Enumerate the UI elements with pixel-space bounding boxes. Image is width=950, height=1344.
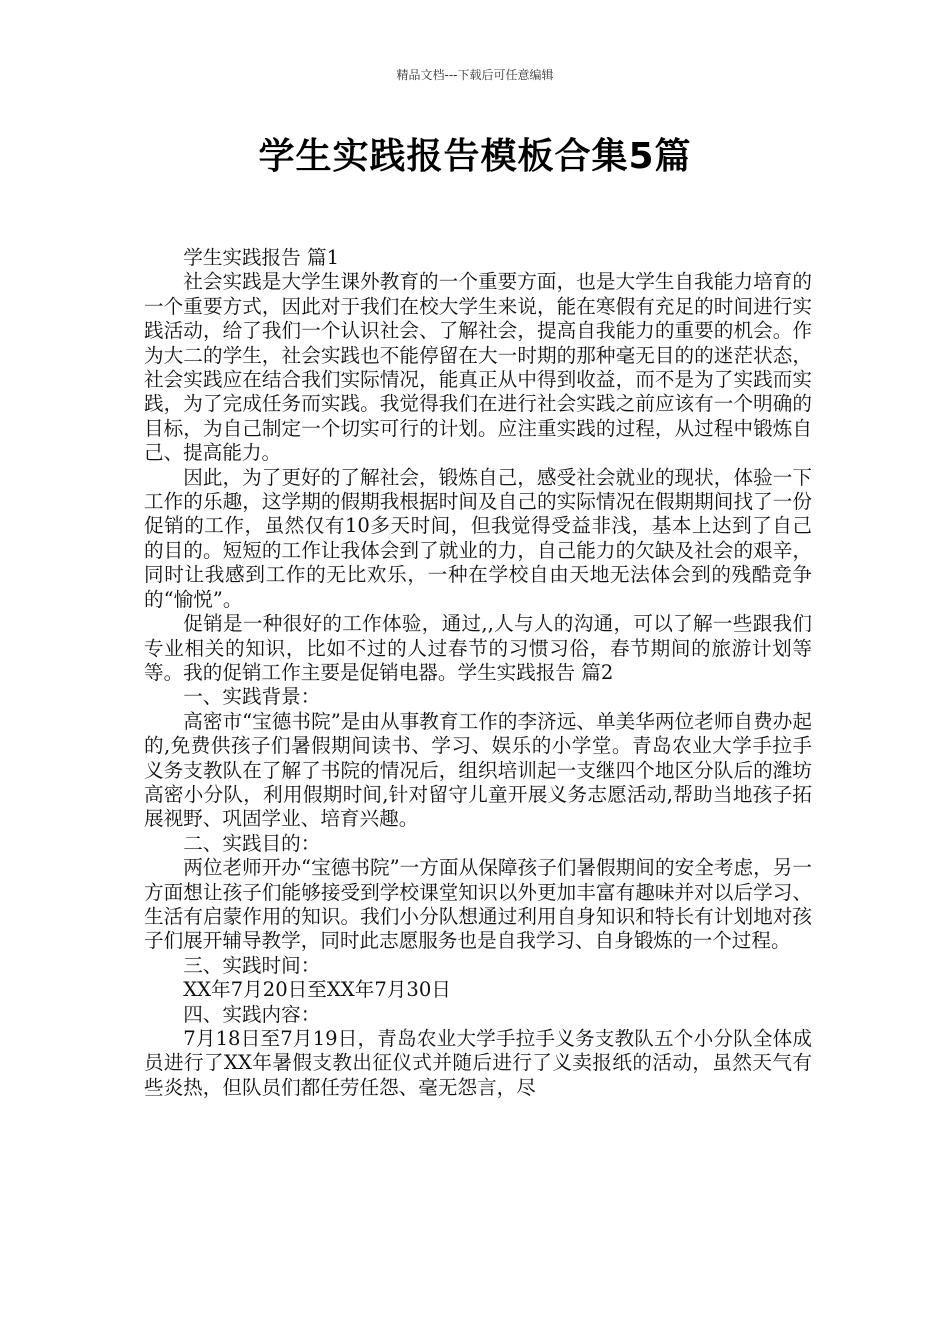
body-paragraph: 促销是一种很好的工作体验，通过,,人与人的沟通，可以了解一些跟我们专业相关的知识，比如不过的人过春节的习惯习俗，春节期间的旅游计划等等。我的促销工作主要是促销电器。学生实践报告 篇2 — [144, 612, 812, 684]
section-heading: 学生实践报告 篇1 — [183, 246, 340, 269]
section-heading: 一、实践背景： — [183, 685, 321, 709]
section-heading: 三、实践时间： — [183, 953, 321, 977]
body-paragraph: XX年7月20日至XX年7月30日 — [183, 978, 451, 1002]
document-title: 学生实践报告模板合集5篇 — [258, 136, 692, 177]
body-paragraph: 7月18日至7月19日，青岛农业大学手拉手义务支教队五个小分队全体成员进行了XX年暑假支教出征仪式并随后进行了义卖报纸的活动，虽然天气有些炎热，但队员们都任劳任怨、毫无怨言，尽 — [144, 1027, 812, 1099]
body-paragraph: 社会实践是大学生课外教育的一个重要方面，也是大学生自我能力培育的一个重要方式，因此对于我们在校大学生来说，能在寒假有充足的时间进行实践活动，给了我们一个认识社会、了解社会，提高自我能力的重要的机会。作为大二的学生，社会实践也不能停留在大一时期的那种毫无目的的迷茫状态，社会实践应在结合我们实际情况，能真正从中得到收益，而不是为了实践而实践，为了完成任务而实践。我觉得我们在进行社会实践之前应该有一个明确的目标，为自己制定一个切实可行的计划。应注重实践的过程，从过程中锻炼自己、提高能力。 — [144, 270, 812, 465]
body-paragraph: 高密市“宝德书院”是由从事教育工作的李济远、单美华两位老师自费办起的,免费供孩子们暑假期间读书、学习、娱乐的小学堂。青岛农业大学手拉手义务支教队在了解了书院的情况后，组织培训起一支继四个地区分队后的潍坊高密小分队，利用假期时间,针对留守儿童开展义务志愿活动,帮助当地孩子拓展视野、巩固学业、培育兴趣。 — [144, 709, 812, 831]
body-paragraph: 因此，为了更好的了解社会，锻炼自己，感受社会就业的现状，体验一下工作的乐趣，这学期的假期我根据时间及自己的实际情况在假期期间找了一份促销的工作，虽然仅有10多天时间，但我觉得受益非浅，基本上达到了自己的目的。短短的工作让我体会到了就业的力，自己能力的欠缺及社会的艰辛，同时让我感到工作的无比欢乐，一种在学校自由天地无法体会到的残酷竞争的“愉悦”。 — [144, 465, 812, 611]
document-body — [144, 246, 812, 1100]
section-heading: 四、实践内容： — [183, 1002, 321, 1026]
header-note: 精品文档---下载后可任意编辑 — [396, 68, 554, 82]
section-heading: 二、实践目的： — [183, 831, 321, 855]
body-paragraph: 两位老师开办“宝德书院”一方面从保障孩子们暑假期间的安全考虑，另一方面想让孩子们能够接受到学校课堂知识以外更加丰富有趣味并对以后学习、生活有启蒙作用的知识。我们小分队想通过利用自身知识和特长有计划地对孩子们展开辅导教学，同时此志愿服务也是自我学习、自身锻炼的一个过程。 — [144, 856, 812, 953]
